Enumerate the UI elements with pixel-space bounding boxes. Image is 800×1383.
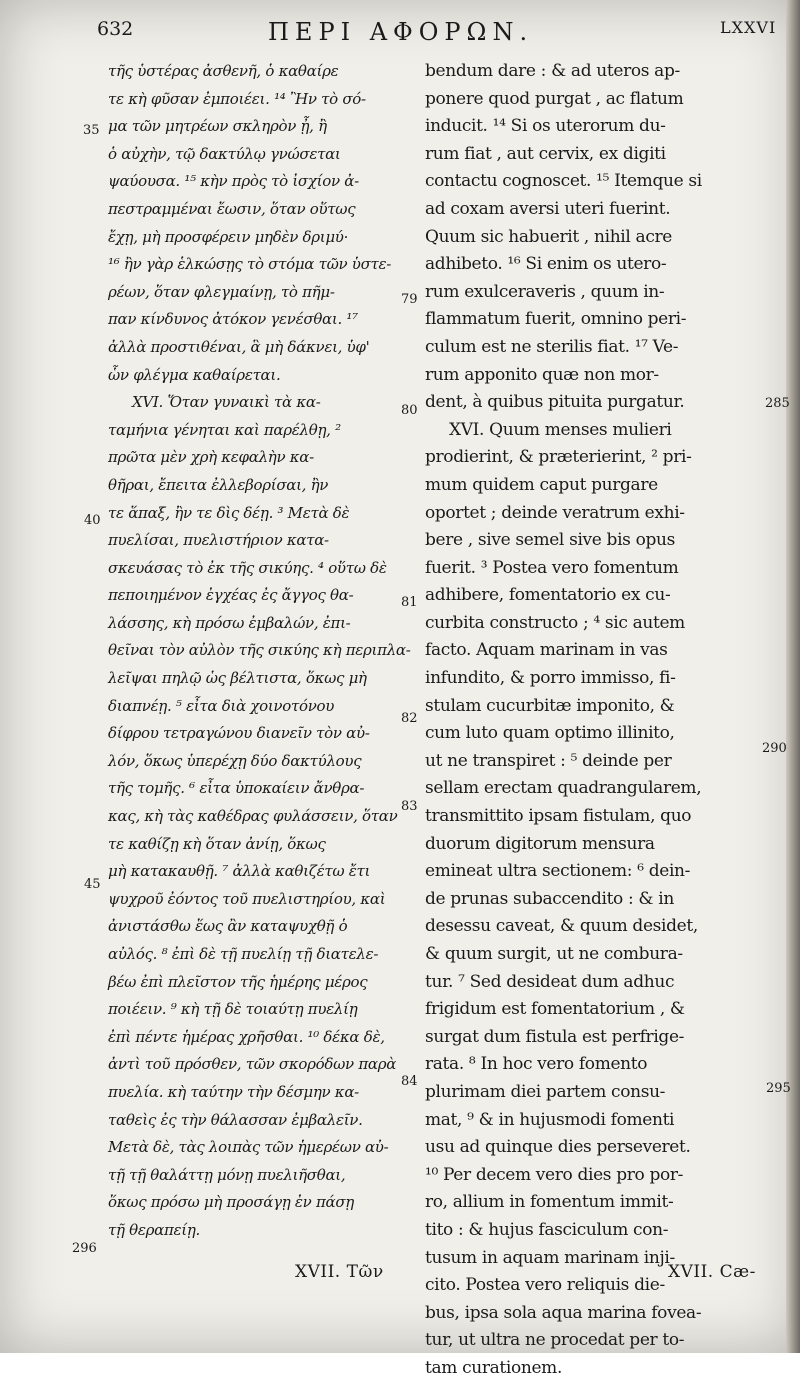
text-line: ψυχροῦ ἐόντος τοῦ πυελιστηρίου, καὶ	[108, 889, 386, 908]
catchword-left: XVII. Τῶν	[295, 1262, 384, 1282]
text-line: θεῖναι τὸν αὐλὸν τῆς σικύης κὴ περιπλα-	[108, 641, 411, 660]
margin-line-number: 45	[84, 877, 101, 892]
text-line: tito : & hujus fasciculum con-	[425, 1219, 669, 1240]
text-line: τε κὴ φῦσαν ἐμποιέει. ¹⁴ Ἢν τὸ σό-	[108, 89, 366, 108]
text-line: rum apponito quæ non mor-	[425, 364, 659, 385]
text-line: curbita constructo ; ⁴ sic autem	[425, 612, 685, 633]
text-line: τῆς τομῆς. ⁶ εἶτα ὑποκαίειν ἄνθρα-	[108, 779, 365, 798]
text-line: sellam erectam quadrangularem,	[425, 778, 702, 799]
section-mark: LXXVI	[720, 18, 777, 37]
text-line: mum quidem caput purgare	[425, 474, 658, 495]
page-header	[0, 18, 800, 54]
text-line: cum luto quam optimo illinito,	[425, 723, 675, 744]
text-line: σκευάσας τὸ ἐκ τῆς σικύης. ⁴ οὕτω δὲ	[108, 558, 387, 577]
text-line: μα τῶν μητρέων σκληρὸν ᾖ, ἢ	[108, 117, 327, 136]
text-line: oportet ; deinde veratrum exhi-	[425, 502, 685, 523]
text-line: ponere quod purgat , ac flatum	[425, 88, 684, 109]
text-line: infundito, & porro immisso, fi-	[425, 668, 676, 689]
text-line: Μετὰ δὲ, τὰς λοιπὰς τῶν ἡμερέων αὐ-	[108, 1138, 389, 1157]
text-line: bere , sive semel sive bis opus	[425, 530, 675, 551]
text-line: ὧν φλέγμα καθαίρεται.	[108, 365, 281, 384]
margin-line-number: 40	[84, 513, 101, 528]
text-line: ταμήνια γένηται καὶ παρέλθῃ, ²	[108, 420, 341, 439]
margin-line-number: 295	[766, 1081, 791, 1096]
text-line: de prunas subaccendito : & in	[425, 888, 674, 909]
text-line: παν κίνδυνος ἀτόκον γενέσθαι. ¹⁷	[108, 310, 358, 329]
text-line: κας, κὴ τὰς καθέδρας φυλάσσειν, ὅταν	[108, 807, 398, 826]
text-line: prodierint, & præterierint, ² pri-	[425, 447, 692, 468]
margin-line-number: 35	[83, 123, 100, 138]
text-line: πεποιημένον ἐγχέας ἐς ἄγγος θα-	[108, 586, 354, 605]
text-line: λάσσης, κὴ πρόσω ἐμβαλών, ἐπι-	[108, 613, 351, 632]
text-line: διαπνέῃ. ⁵ εἶτα διὰ χοινοτόνου	[108, 696, 335, 715]
text-line: facto. Aquam marinam in vas	[425, 640, 668, 661]
text-line: τῇ θεραπείῃ.	[108, 1220, 201, 1239]
text-line: ποιέειν. ⁹ κὴ τῇ δὲ τοιαύτῃ πυελίῃ	[108, 1000, 358, 1019]
text-line: frigidum est fomentatorium , &	[425, 999, 685, 1020]
text-line: plurimam diei partem consu-	[425, 1081, 666, 1102]
latin-text-column	[425, 58, 765, 1383]
text-line: ὅκως πρόσω μὴ προσάγῃ ἐν πάσῃ	[108, 1193, 354, 1212]
text-line: ad coxam aversi uteri fuerint.	[425, 198, 671, 219]
text-line: tur, ut ultra ne procedat per to-	[425, 1330, 685, 1351]
text-line: stulam cucurbitæ imponito, &	[425, 695, 675, 716]
page-number: 632	[97, 18, 134, 40]
text-line: usu ad quinque dies perseveret.	[425, 1137, 691, 1158]
text-line: XVI. Ὅταν γυναικὶ τὰ κα-	[132, 393, 321, 412]
greek-text-column	[108, 58, 414, 1245]
margin-line-number: 81	[401, 595, 418, 610]
text-line: πρῶτα μὲν χρὴ κεφαλὴν κα-	[108, 448, 314, 467]
text-line: flammatum fuerit, omnino peri-	[425, 309, 687, 330]
text-line: ¹⁶ ἢν γὰρ ἑλκώσῃς τὸ στόμα τῶν ὑστε-	[108, 255, 392, 274]
text-line: tur. ⁷ Sed desideat dum adhuc	[425, 971, 675, 992]
page-edge-shadow	[786, 0, 800, 1353]
margin-line-number: 79	[401, 292, 418, 307]
text-line: ἀλλὰ προστιθέναι, ἃ μὴ δάκνει, ὑφ'	[108, 337, 370, 356]
text-line: surgat dum fistula est perfrige-	[425, 1026, 685, 1047]
text-line: mat, ⁹ & in hujusmodi fomenti	[425, 1109, 675, 1130]
text-line: Quum sic habuerit , nihil acre	[425, 226, 672, 247]
text-line: πυελίσαι, πυελιστήριον κατα-	[108, 531, 329, 550]
text-line: ἀνιστάσθω ἕως ἂν καταψυχθῇ ὁ	[108, 917, 348, 936]
text-line: τῇ τῇ θαλάττῃ μόνῃ πυελιῆσθαι,	[108, 1165, 346, 1184]
margin-line-number: 80	[401, 403, 418, 418]
margin-line-number: 285	[765, 396, 790, 411]
text-line: μὴ κατακαυθῇ. ⁷ ἀλλὰ καθιζέτω ἔτι	[108, 862, 371, 881]
text-line: τε ἅπαξ, ἢν τε δὶς δέῃ. ³ Μετὰ δὲ	[108, 503, 350, 522]
text-line: rum fiat , aut cervix, ex digiti	[425, 143, 666, 164]
text-line: contactu cognoscet. ¹⁵ Itemque si	[425, 171, 702, 192]
text-line: bendum dare : & ad uteros ap-	[425, 61, 680, 81]
text-line: duorum digitorum mensura	[425, 833, 655, 854]
text-line: dent, à quibus pituita purgatur.	[425, 392, 685, 413]
text-line: λεῖψαι πηλῷ ὡς βέλτιστα, ὅκως μὴ	[108, 669, 367, 688]
text-line: τε καθίζῃ κὴ ὅταν ἀνίῃ, ὅκως	[108, 834, 326, 853]
text-line: cito. Postea vero reliquis die-	[425, 1275, 665, 1296]
text-line: inducit. ¹⁴ Si os uterorum du-	[425, 116, 666, 137]
text-line: ταθεὶς ἐς τὴν θάλασσαν ἐμβαλεῖν.	[108, 1110, 363, 1129]
text-line: βέω ἐπὶ πλεῖστον τῆς ἡμέρης μέρος	[108, 972, 368, 991]
margin-line-number: 290	[762, 741, 787, 756]
text-line: τῆς ὑστέρας ἀσθενῆ, ὁ καθαίρε	[108, 62, 339, 80]
text-line: rum exulceraveris , quum in-	[425, 281, 665, 302]
running-title: ΠΕΡΙ ΑΦΟΡΩΝ.	[268, 18, 534, 46]
text-line: ὁ αὐχὴν, τῷ δακτύλῳ γνώσεται	[108, 144, 341, 163]
text-line: ut ne transpiret : ⁵ deinde per	[425, 750, 672, 771]
margin-line-number: 82	[401, 711, 418, 726]
text-line: λόν, ὅκως ὑπερέχῃ δύο δακτύλους	[108, 751, 362, 770]
margin-line-number: 83	[401, 799, 418, 814]
text-line: tam curationem.	[425, 1357, 563, 1378]
text-line: adhibeto. ¹⁶ Si enim os utero-	[425, 254, 667, 275]
text-line: XVI. Quum menses mulieri	[449, 419, 672, 440]
text-line: ρέων, ὅταν φλεγμαίνῃ, τὸ πῆμ-	[108, 282, 335, 301]
text-line: tusum in aquam marinam inji-	[425, 1247, 675, 1268]
text-line: δίφρου τετραγώνου διανεῖν τὸν αὐ-	[108, 724, 370, 743]
text-line: θῆραι, ἔπειτα ἐλλεβορίσαι, ἢν	[108, 475, 329, 494]
catchword-right: XVII. Cæ-	[668, 1262, 756, 1282]
margin-line-number: 296	[72, 1241, 97, 1256]
text-line: emineat ultra sectionem: ⁶ dein-	[425, 861, 691, 882]
text-line: rata. ⁸ In hoc vero fomento	[425, 1054, 648, 1075]
text-line: & quum surgit, ut ne combura-	[425, 944, 683, 964]
text-line: ¹⁰ Per decem vero dies pro por-	[425, 1164, 684, 1185]
text-line: culum est ne sterilis fiat. ¹⁷ Ve-	[425, 336, 679, 357]
text-line: desessu caveat, & quum desidet,	[425, 916, 698, 937]
text-line: πεστραμμέναι ἔωσιν, ὅταν οὕτως	[108, 199, 356, 218]
text-line: transmittito ipsam fistulam, quo	[425, 806, 692, 827]
text-line: ψαύουσα. ¹⁵ κὴν πρὸς τὸ ἰσχίον ἀ-	[108, 172, 359, 191]
margin-line-number: 84	[401, 1074, 418, 1089]
text-line: bus, ipsa sola aqua marina fovea-	[425, 1302, 702, 1323]
text-line: ἐπὶ πέντε ἡμέρας χρῆσθαι. ¹⁰ δέκα δὲ,	[108, 1027, 385, 1046]
text-line: ro, allium in fomentum immit-	[425, 1192, 674, 1213]
text-line: ἔχῃ, μὴ προσφέρειν μηδὲν δριμύ·	[108, 227, 349, 246]
text-line: fuerit. ³ Postea vero fomentum	[425, 557, 679, 578]
text-line: adhibere, fomentatorio ex cu-	[425, 585, 671, 606]
text-line: πυελία. κὴ ταύτην τὴν δέσμην κα-	[108, 1082, 359, 1101]
text-line: αὐλός. ⁸ ἐπὶ δὲ τῇ πυελίῃ τῇ διατελε-	[108, 945, 379, 963]
text-line: ἀντὶ τοῦ πρόσθεν, τῶν σκορόδων παρὰ	[108, 1055, 397, 1074]
